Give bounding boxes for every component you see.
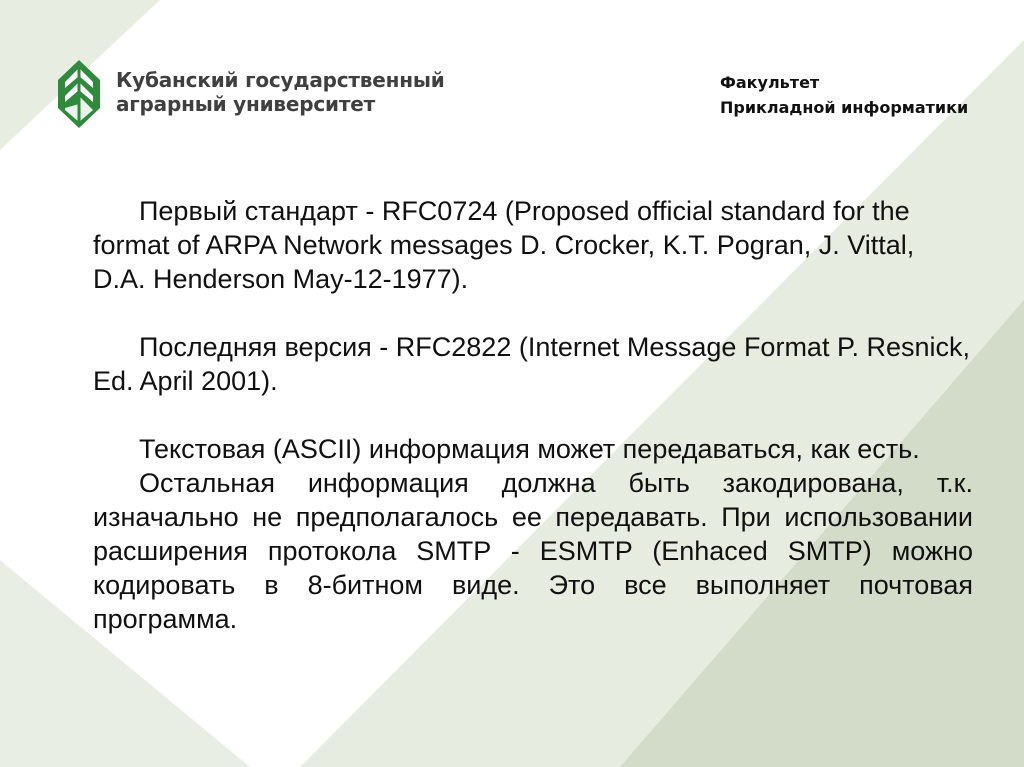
paragraph-latest-version: Последняя версия - RFC2822 (Internet Message Format P. Resnick, Ed. April 2001). bbox=[93, 332, 971, 396]
university-name-line2: аграрный университет bbox=[116, 92, 375, 116]
leaf-emblem-icon bbox=[56, 58, 102, 130]
university-logo bbox=[56, 58, 445, 130]
slide-body bbox=[93, 194, 973, 636]
faculty-name bbox=[720, 70, 968, 120]
faculty-line1: Факультет bbox=[720, 73, 820, 92]
paragraph-ascii-text: Текстовая (ASCII) информация может передаваться, как есть. bbox=[139, 434, 920, 464]
faculty-line2: Прикладной информатики bbox=[720, 98, 969, 117]
paragraph-first-standard: Первый стандарт - RFC0724 (Proposed official standard for the format of ARPA Network messages D. Crocker, K.T. Pogran, J. Vittal, D.A. Henderson May-12-1977). bbox=[93, 196, 915, 294]
university-name-line1: Кубанский государственный bbox=[116, 68, 445, 92]
paragraph-encoding: Остальная информация должна быть закодирована, т.к. изначально не предполагалось ее передавать. При использовании расширения протокола SMTP - ESMTP (Enhaced SMTP) можно кодировать в 8-битном виде. Это все выполняет почтовая программа. bbox=[93, 468, 973, 634]
university-name bbox=[116, 68, 445, 116]
